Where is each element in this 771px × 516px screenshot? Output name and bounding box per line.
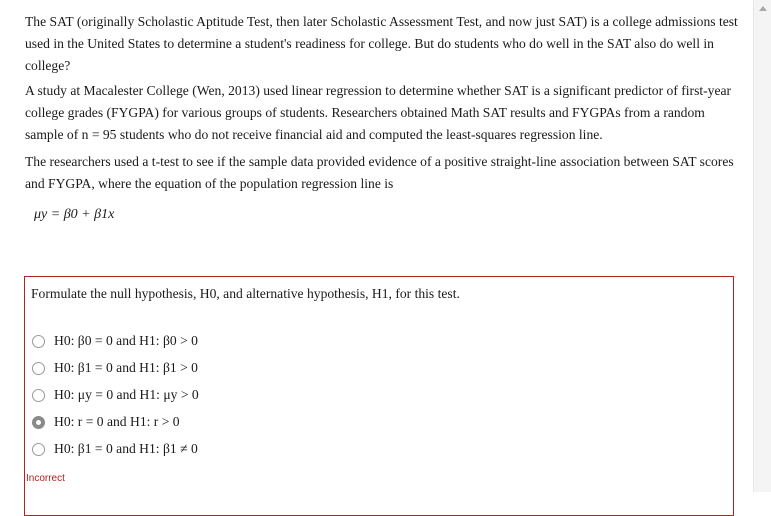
passage-paragraph-3: The researchers used a t-test to see if the sample data provided evidence of a positive straight-line association between SAT scores and FYGPA, where the equation of the population regression line is (25, 154, 734, 191)
radio-option-5[interactable] (32, 443, 45, 456)
option-5[interactable] (32, 438, 198, 460)
option-1-label: H0: β0 = 0 and H1: β0 > 0 (54, 333, 198, 348)
vertical-scrollbar[interactable] (753, 0, 771, 492)
radio-option-4-selected[interactable] (32, 416, 45, 429)
radio-option-1[interactable] (32, 335, 45, 348)
option-2-label: H0: β1 = 0 and H1: β1 > 0 (54, 360, 198, 375)
option-4[interactable] (32, 411, 180, 433)
option-1[interactable] (32, 330, 198, 352)
regression-equation: μy = β0 + β1x (34, 207, 115, 222)
passage-paragraph-2: A study at Macalester College (Wen, 2013) used linear regression to determine whether SAT is a significant predictor of first-year college grades (FYGPA) for various groups of students. Researchers obtained Math SAT results and FYGPAs from a random sample of n = 95 students who do not receive financial aid and computed the least-squares regression line. (25, 83, 732, 142)
radio-option-3[interactable] (32, 389, 45, 402)
radio-option-2[interactable] (32, 362, 45, 375)
scroll-up-arrow-icon[interactable] (759, 6, 767, 11)
option-4-label: H0: r = 0 and H1: r > 0 (54, 414, 180, 429)
passage-paragraph-1: The SAT (originally Scholastic Aptitude Test, then later Scholastic Assessment Test, and now just SAT) is a college admissions test used in the United States to determine a student's readiness for college. But do students who do well in the SAT also do well in college? (25, 14, 738, 73)
option-3-label: H0: μy = 0 and H1: μy > 0 (54, 387, 199, 402)
question-box (24, 276, 734, 516)
option-3[interactable] (32, 384, 199, 406)
question-prompt: Formulate the null hypothesis, H0, and alternative hypothesis, H1, for this test. (31, 286, 460, 301)
status-incorrect: Incorrect (26, 473, 65, 484)
option-5-label: H0: β1 = 0 and H1: β1 ≠ 0 (54, 441, 198, 456)
option-2[interactable] (32, 357, 198, 379)
